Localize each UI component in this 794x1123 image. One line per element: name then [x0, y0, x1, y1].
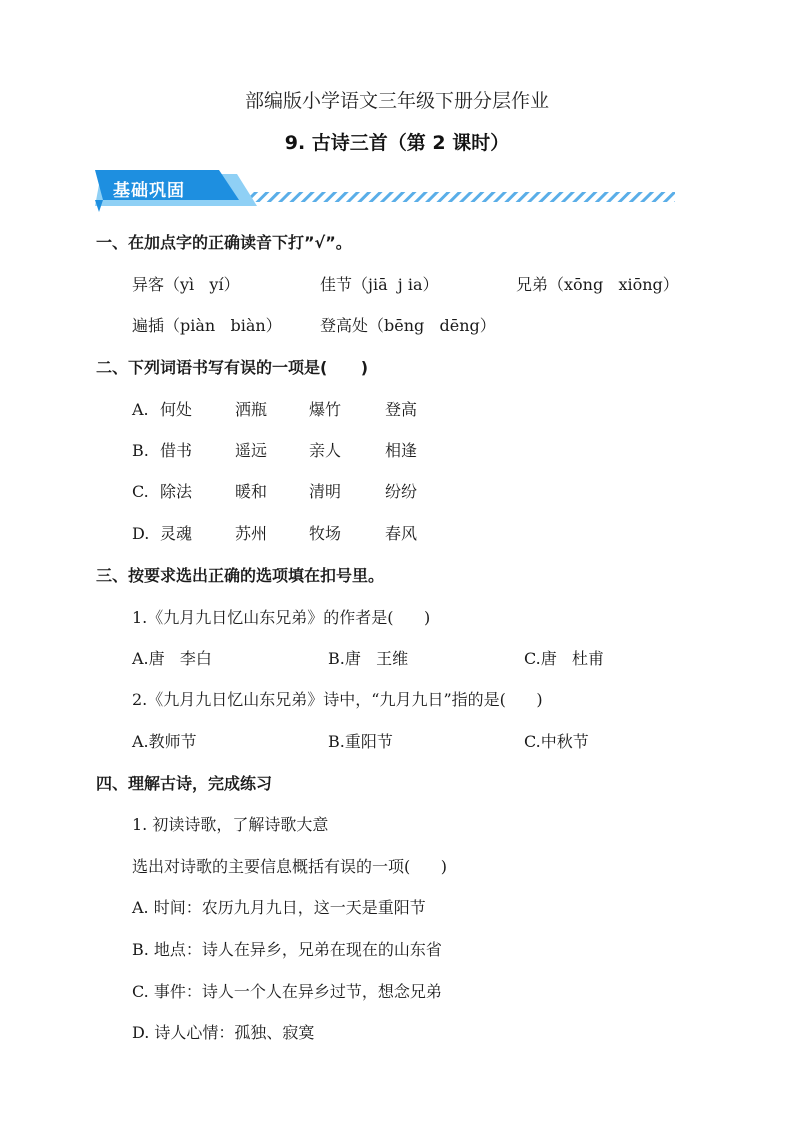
q2-word: 登高 [385, 400, 418, 419]
q2-word: 牧场 [309, 524, 342, 543]
q3-sub2-option-c: C.中秋节 [524, 732, 589, 751]
q2-option-label: A. [132, 400, 149, 419]
q4-option-c: C. 事件：诗人一个人在异乡过节，想念兄弟 [132, 982, 442, 1001]
question-3-heading: 三、按要求选出正确的选项填在扣号里。 [96, 566, 385, 585]
banner-label: 基础巩固 [113, 181, 185, 201]
question-2-heading: 二、下列词语书写有误的一项是( ) [96, 358, 369, 377]
q4-option-a: A. 时间：农历九月九日，这一天是重阳节 [132, 898, 426, 917]
q2-option-label: B. [132, 441, 149, 460]
q2-word: 除法 [160, 482, 193, 501]
q2-word: 暖和 [235, 482, 268, 501]
q2-word: 灵魂 [160, 524, 193, 543]
q1-item-1: 异客（yì yí） [132, 275, 240, 294]
q2-word: 亲人 [309, 441, 342, 460]
section-banner [95, 170, 695, 214]
q2-word: 清明 [309, 482, 342, 501]
q2-word: 何处 [160, 400, 193, 419]
q2-word: 借书 [160, 441, 193, 460]
q2-word: 春风 [385, 524, 418, 543]
q4-prompt: 选出对诗歌的主要信息概括有误的一项( ) [132, 857, 448, 876]
q4-option-b: B. 地点：诗人在异乡，兄弟在现在的山东省 [132, 940, 442, 959]
banner-graphic [95, 170, 695, 214]
q3-sub1-option-a: A.唐 李白 [132, 649, 212, 668]
q1-item-2: 佳节（jiā j ia） [320, 275, 439, 294]
q4-option-d: D. 诗人心情：孤独、寂寞 [132, 1023, 315, 1042]
page-title: 部编版小学语文三年级下册分层作业 [244, 90, 549, 112]
q2-word: 洒瓶 [235, 400, 268, 419]
question-4-heading: 四、理解古诗，完成练习 [96, 774, 273, 793]
q2-option-label: D. [132, 524, 150, 543]
q2-word: 纷纷 [385, 482, 418, 501]
q2-word: 苏州 [235, 524, 268, 543]
q1-item-4: 遍插（piàn biàn） [132, 316, 282, 335]
lesson-title: 9. 古诗三首（第 2 课时） [284, 132, 510, 154]
q3-sub2-option-b: B.重阳节 [328, 732, 393, 751]
q3-sub2-question: 2.《九月九日忆山东兄弟》诗中，“九月九日”指的是( ) [132, 690, 543, 709]
banner-stripe-band [245, 192, 675, 202]
q2-word: 相逢 [385, 441, 418, 460]
q2-word: 爆竹 [309, 400, 342, 419]
q3-sub1-question: 1.《九月九日忆山东兄弟》的作者是( ) [132, 608, 431, 627]
q1-item-5: 登高处（bēng dēng） [320, 316, 496, 335]
q1-item-3: 兄弟（xōng xiōng） [516, 275, 679, 294]
q4-sub1: 1. 初读诗歌，了解诗歌大意 [132, 815, 329, 834]
q2-word: 遥远 [235, 441, 268, 460]
question-1-heading: 一、在加点字的正确读音下打”√”。 [96, 233, 352, 252]
q3-sub1-option-b: B.唐 王维 [328, 649, 409, 668]
q3-sub1-option-c: C.唐 杜甫 [524, 649, 605, 668]
q3-sub2-option-a: A.教师节 [132, 732, 197, 751]
q2-option-label: C. [132, 482, 149, 501]
